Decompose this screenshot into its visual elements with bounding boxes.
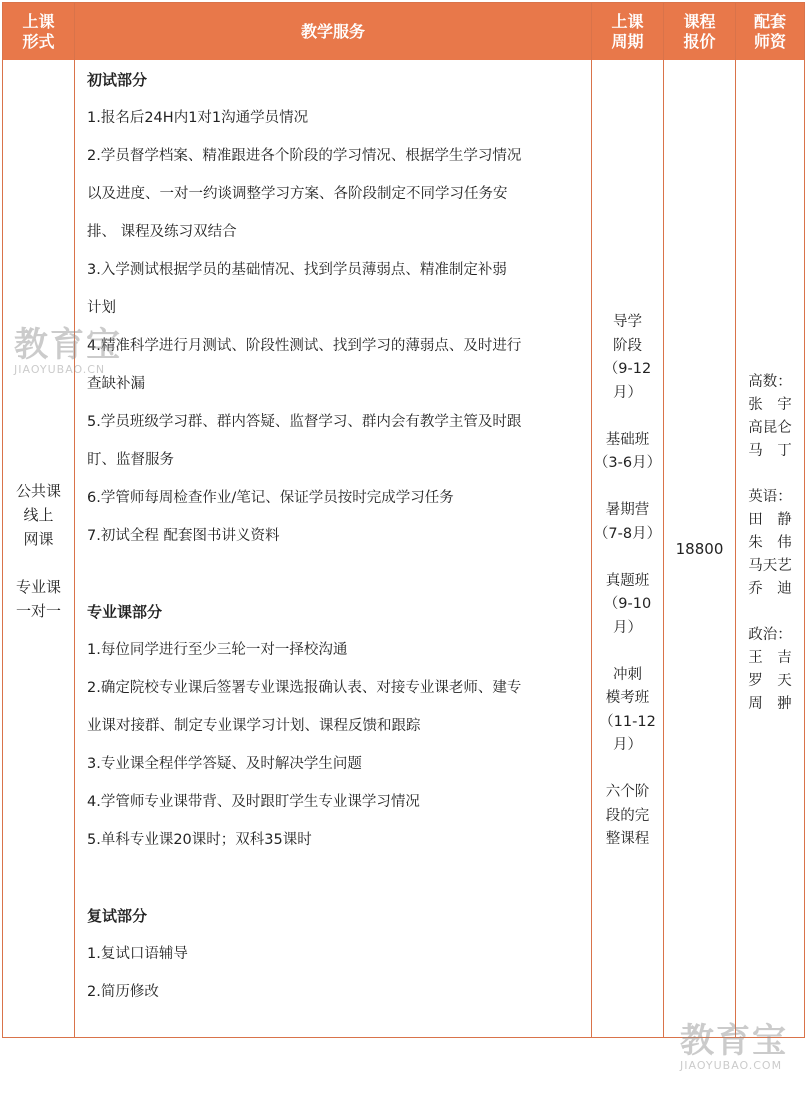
column-divider <box>74 3 75 1037</box>
service-list-major <box>87 631 587 859</box>
table-header <box>3 3 804 60</box>
service-line: 3.专业课全程伴学答疑、及时解决学生问题 <box>87 756 362 772</box>
service-line: 7.初试全程 配套图书讲义资料 <box>87 528 280 544</box>
service-list-retest <box>87 935 587 1011</box>
service-line: 2.简历修改 <box>87 984 159 1000</box>
service-line: 2.学员督学档案、精准跟进各个阶段的学习情况、根据学生学习情况 <box>87 148 522 164</box>
section-gap <box>87 555 587 593</box>
format-cell: 公共课 线上 网课 专业课 一对一 <box>15 482 61 620</box>
watermark-logo <box>680 1022 788 1072</box>
service-line: 6.学管师每周检查作业/笔记、保证学员按时完成学习任务 <box>87 490 454 506</box>
header-service: 教学服务 <box>300 21 365 41</box>
service-line: 4.精准科学进行月测试、阶段性测试、找到学习的薄弱点、及时进行 <box>87 338 522 354</box>
header-price: 课程 报价 <box>683 11 716 51</box>
period-cell: 导学 阶段 （9-12月） 基础班 （3-6月） 暑期营 （7-8月） 真题班 （9-10月） 冲刺 模考班 （11-12月） 六个阶 段的完 整课程 <box>593 314 662 847</box>
service-line: 以及进度、一对一约谈调整学习方案、各阶段制定不同学习任务安 <box>87 186 508 202</box>
header-period: 上课 周期 <box>611 11 644 51</box>
service-line: 盯、监督服务 <box>87 452 174 468</box>
column-divider <box>663 3 664 1037</box>
watermark-domain: JIAOYUBAO.COM <box>680 1059 783 1072</box>
service-line: 5.学员班级学习群、群内答疑、监督学习、群内会有教学主管及时跟 <box>87 414 522 430</box>
service-line: 3.入学测试根据学员的基础情况、找到学员薄弱点、精准制定补弱 <box>87 262 507 278</box>
header-format: 上课 形式 <box>22 11 55 51</box>
service-line: 1.每位同学进行至少三轮一对一择校沟通 <box>87 642 348 658</box>
service-line: 4.学管师专业课带背、及时跟盯学生专业课学习情况 <box>87 794 420 810</box>
price-cell: 18800 <box>675 540 724 558</box>
section-gap <box>87 859 587 897</box>
service-line: 2.确定院校专业课后签署专业课选报确认表、对接专业课老师、建专 <box>87 680 522 696</box>
service-list-preliminary <box>87 99 587 555</box>
watermark-brand: 教育宝 <box>680 1021 788 1061</box>
watermark-domain: JIAOYUBAO.CN <box>14 363 106 376</box>
service-line: 计划 <box>87 300 116 316</box>
service-cell <box>87 61 587 1011</box>
service-line: 1.复试口语辅导 <box>87 946 188 962</box>
service-line: 排、 课程及练习双结合 <box>87 224 237 240</box>
watermark-logo <box>14 326 122 376</box>
section-title-preliminary: 初试部分 <box>87 71 148 89</box>
service-line: 5.单科专业课20课时；双科35课时 <box>87 832 312 848</box>
header-teachers: 配套 师资 <box>753 11 786 51</box>
section-title-major: 专业课部分 <box>87 603 163 621</box>
service-line: 查缺补漏 <box>87 376 145 392</box>
service-line: 业课对接群、制定专业课学习计划、课程反馈和跟踪 <box>87 718 421 734</box>
service-line: 1.报名后24H内1对1沟通学员情况 <box>87 110 309 126</box>
teachers-cell: 高数： 张 宇 高昆仑 马 丁 英语： 田 静 朱 伟 马天艺 乔 迪 政治： 王 吉 罗 天 周 翀 <box>748 374 792 712</box>
watermark-brand: 教育宝 <box>14 325 122 365</box>
course-table <box>2 2 805 1038</box>
section-title-retest: 复试部分 <box>87 907 148 925</box>
